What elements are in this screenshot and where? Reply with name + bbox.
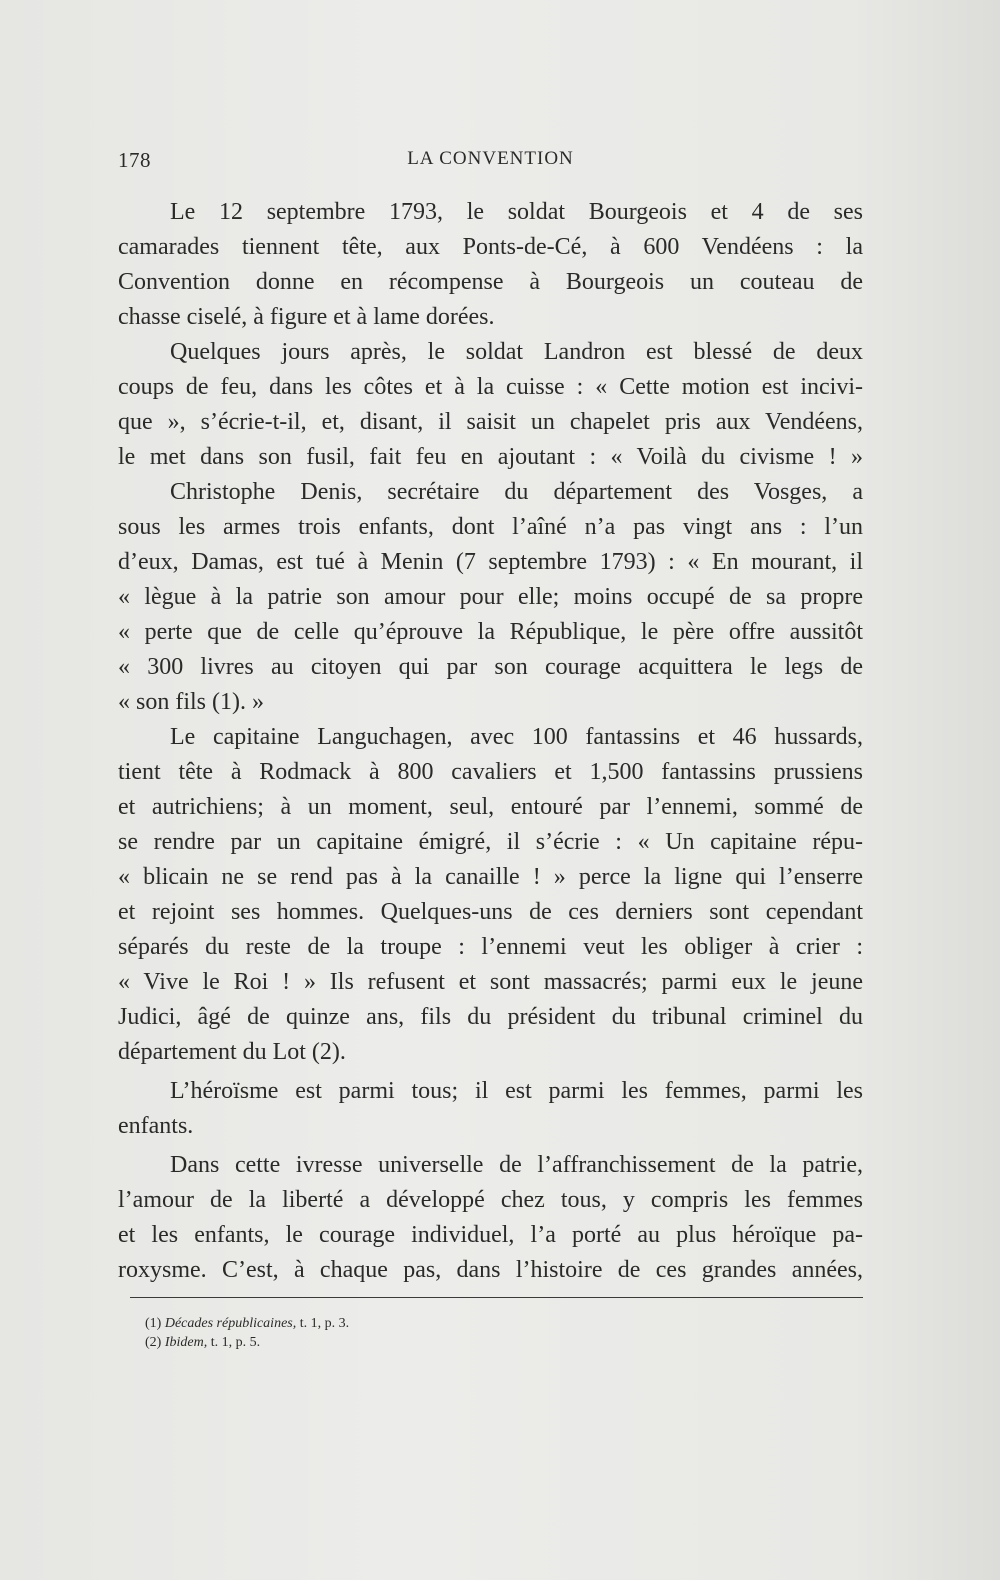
text-line: et rejoint ses hommes. Quelques-uns de ces derniers sont cependant <box>118 899 863 925</box>
text-line: que », s’écrie-t-il, et, disant, il saisit un chapelet pris aux Vendéens, <box>118 409 863 435</box>
footnote-locator: t. 1, p. 5. <box>210 1335 261 1350</box>
text-line: « blicain ne se rend pas à la canaille ! » perce la ligne qui l’enserre <box>118 864 863 890</box>
text-line: chasse ciselé, à figure et à lame dorées. <box>118 304 495 330</box>
text-line: Quelques jours après, le soldat Landron est blessé de deux <box>170 339 863 365</box>
text-line: et autrichiens; à un moment, seul, entouré par l’ennemi, sommé de <box>118 794 863 820</box>
text-line: enfants. <box>118 1113 194 1139</box>
text-line: « 300 livres au citoyen qui par son courage acquittera le legs de <box>118 654 863 680</box>
text-line: séparés du reste de la troupe : l’ennemi veut les obliger à crier : <box>118 934 863 960</box>
text-line: Convention donne en récompense à Bourgeois un couteau de <box>118 269 863 295</box>
text-line: coups de feu, dans les côtes et à la cuisse : « Cette motion est incivi- <box>118 374 863 400</box>
footnote <box>145 1333 745 1352</box>
text-line: département du Lot (2). <box>118 1039 346 1065</box>
footnote-locator: t. 1, p. 3. <box>299 1316 350 1331</box>
text-line: Le capitaine Languchagen, avec 100 fantassins et 46 hussards, <box>170 724 863 750</box>
text-line: « perte que de celle qu’éprouve la République, le père offre aussitôt <box>118 619 863 645</box>
text-line: Judici, âgé de quinze ans, fils du président du tribunal criminel du <box>118 1004 863 1030</box>
text-line: « Vive le Roi ! » Ils refusent et sont massacrés; parmi eux le jeune <box>118 969 863 995</box>
running-title: LA CONVENTION <box>407 148 574 169</box>
text-line: roxysme. C’est, à chaque pas, dans l’histoire de ces grandes années, <box>118 1257 863 1283</box>
footnotes <box>145 1314 745 1352</box>
text-line: tient tête à Rodmack à 800 cavaliers et 1,500 fantassins prussiens <box>118 759 863 785</box>
text-line: Dans cette ivresse universelle de l’affranchissement de la patrie, <box>170 1152 863 1178</box>
footnote-source: Décades républicaines, <box>164 1316 297 1331</box>
paragraph <box>118 720 863 1070</box>
text-line: et les enfants, le courage individuel, l’a porté au plus héroïque pa- <box>118 1222 863 1248</box>
text-line: Le 12 septembre 1793, le soldat Bourgeois et 4 de ses <box>170 199 863 225</box>
text-line: L’héroïsme est parmi tous; il est parmi les femmes, parmi les <box>170 1078 863 1104</box>
paragraph <box>118 335 863 475</box>
paragraph <box>118 1148 863 1288</box>
text-line: « son fils (1). » <box>118 689 264 715</box>
text-line: « lègue à la patrie son amour pour elle; moins occupé de sa propre <box>118 584 863 610</box>
footnote-source: Ibidem, <box>164 1335 208 1350</box>
paragraph <box>118 1074 863 1144</box>
paragraph <box>118 195 863 335</box>
text-line: l’amour de la liberté a développé chez tous, y compris les femmes <box>118 1187 863 1213</box>
text-line: se rendre par un capitaine émigré, il s’écrie : « Un capitaine répu- <box>118 829 863 855</box>
text-line: sous les armes trois enfants, dont l’aîné n’a pas vingt ans : l’un <box>118 514 863 540</box>
body-text <box>118 195 863 1288</box>
footnote-mark: (1) <box>145 1316 162 1331</box>
text-line: camarades tiennent tête, aux Ponts-de-Cé, à 600 Vendéens : la <box>118 234 863 260</box>
text-line: le met dans son fusil, fait feu en ajoutant : « Voilà du civisme ! » <box>118 444 863 470</box>
page-number: 178 <box>118 148 151 172</box>
text-line: Christophe Denis, secrétaire du département des Vosges, a <box>170 479 863 505</box>
footnote-separator <box>130 1297 863 1298</box>
footnote-mark: (2) <box>145 1335 162 1350</box>
page-header <box>118 148 863 178</box>
text-line: d’eux, Damas, est tué à Menin (7 septembre 1793) : « En mourant, il <box>118 549 863 575</box>
footnote <box>145 1314 745 1333</box>
paragraph <box>118 475 863 720</box>
